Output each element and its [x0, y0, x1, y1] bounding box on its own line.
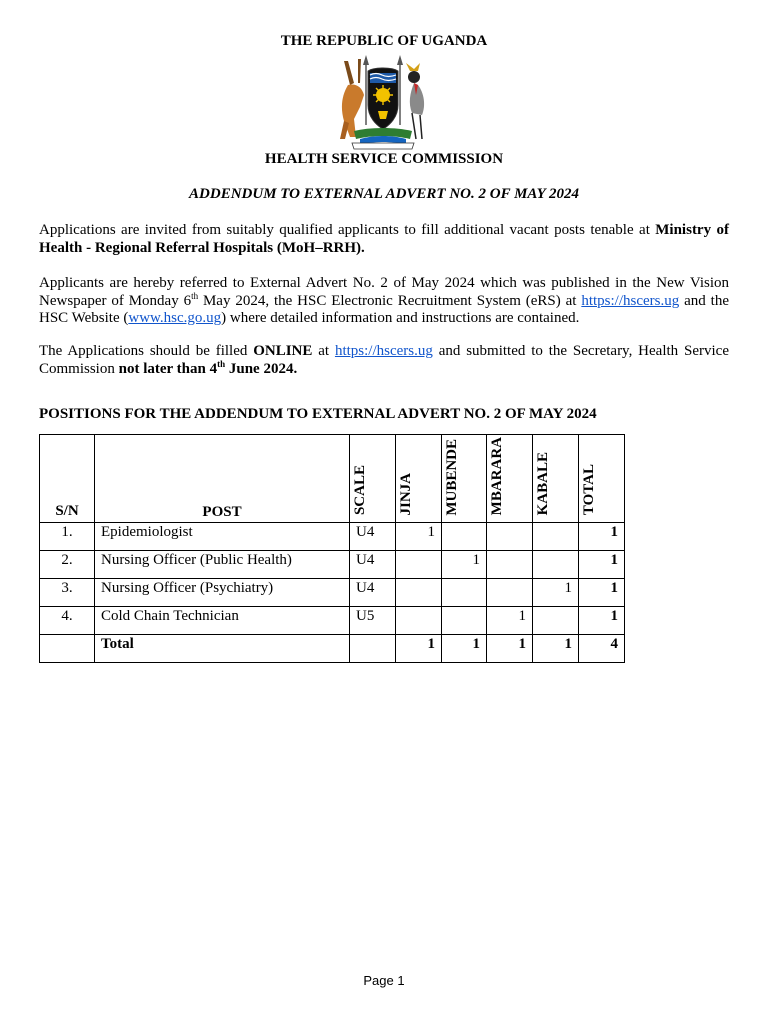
- row-sn: 1.: [40, 523, 95, 551]
- row-post: Epidemiologist: [95, 523, 350, 551]
- row-sn: 3.: [40, 579, 95, 607]
- row-mbarara: [487, 523, 533, 551]
- row-mbarara: [487, 579, 533, 607]
- row-mubende: [442, 607, 487, 635]
- submission-text-1: The Applications should be filled: [39, 343, 254, 359]
- reference-text-4: ) where detailed information and instructions are contained.: [221, 310, 580, 326]
- invitation-bold-text: Ministry of Health - Regional Referral Hospitals (MoH–RRH).: [39, 222, 729, 256]
- row-jinja: [396, 579, 442, 607]
- reference-text-1: Applicants are hereby referred to External Advert No. 2 of May 2024 which was published in the New Vision Newspaper of Monday 6: [39, 275, 729, 309]
- table-total-row: [40, 635, 625, 663]
- republic-heading: THE REPUBLIC OF UGANDA: [280, 33, 488, 49]
- reference-text-3: and the HSC Website (: [39, 292, 729, 326]
- submission-text-3: and submitted to the Secretary, Health Service Commission: [39, 343, 729, 377]
- header-mubende-label: MUBENDE: [444, 438, 460, 516]
- submission-online: ONLINE: [253, 343, 313, 359]
- row-scale: U4: [350, 551, 396, 579]
- reference-text-2: May 2024, the HSC Electronic Recruitment System (eRS) at: [198, 292, 582, 309]
- hsc-website-link[interactable]: www.hsc.go.ug: [128, 310, 222, 326]
- header-jinja-label: JINJA: [398, 472, 414, 516]
- deadline-part-1: not later than 4: [118, 360, 218, 377]
- submission-paragraph: [39, 343, 729, 378]
- row-mubende: [442, 579, 487, 607]
- positions-table: [39, 434, 625, 663]
- invitation-paragraph: [39, 222, 729, 257]
- addendum-title: ADDENDUM TO EXTERNAL ADVERT NO. 2 OF MAY 2024: [189, 186, 579, 202]
- total-total: 4: [579, 635, 625, 663]
- deadline-text: [118, 358, 298, 377]
- row-scale: U5: [350, 607, 396, 635]
- table-header-row: [40, 435, 625, 523]
- header-kabale-label: KABALE: [535, 451, 551, 516]
- row-total: 1: [579, 607, 625, 635]
- coat-of-arms-icon: [330, 55, 436, 151]
- table-row: [40, 523, 625, 551]
- reference-paragraph: [39, 275, 729, 328]
- invitation-text: Applications are invited from suitably qualified applicants to fill additional vacant posts tenable at: [39, 222, 656, 238]
- header-sn: S/N: [40, 435, 95, 523]
- submission-text-2: at: [312, 343, 335, 359]
- deadline-part-2: June 2024.: [225, 360, 298, 377]
- total-kabale: 1: [533, 635, 579, 663]
- positions-heading: POSITIONS FOR THE ADDENDUM TO EXTERNAL ADVERT NO. 2 OF MAY 2024: [39, 406, 597, 422]
- hscers-link[interactable]: https://hscers.ug: [581, 292, 680, 309]
- row-jinja: 1: [396, 523, 442, 551]
- header-kabale: [533, 435, 579, 523]
- row-jinja: [396, 607, 442, 635]
- row-kabale: [533, 523, 579, 551]
- row-total: 1: [579, 523, 625, 551]
- row-post: Nursing Officer (Public Health): [95, 551, 350, 579]
- row-mbarara: 1: [487, 607, 533, 635]
- table-row: [40, 551, 625, 579]
- row-jinja: [396, 551, 442, 579]
- submission-hscers-link[interactable]: https://hscers.ug: [334, 343, 433, 359]
- row-kabale: [533, 607, 579, 635]
- total-jinja: 1: [396, 635, 442, 663]
- header-total-label: TOTAL: [581, 464, 597, 516]
- header-mbarara: [487, 435, 533, 523]
- row-kabale: 1: [533, 579, 579, 607]
- row-mubende: 1: [442, 551, 487, 579]
- row-total: 1: [579, 579, 625, 607]
- row-total: 1: [579, 551, 625, 579]
- row-post: Cold Chain Technician: [95, 607, 350, 635]
- total-sn: [40, 635, 95, 663]
- row-post: Nursing Officer (Psychiatry): [95, 579, 350, 607]
- header-scale: [350, 435, 396, 523]
- row-sn: 2.: [40, 551, 95, 579]
- row-scale: U4: [350, 579, 396, 607]
- table-row: [40, 579, 625, 607]
- row-sn: 4.: [40, 607, 95, 635]
- commission-heading: HEALTH SERVICE COMMISSION: [264, 151, 504, 167]
- deadline-sup: th: [217, 358, 226, 369]
- total-mbarara: 1: [487, 635, 533, 663]
- table-row: [40, 607, 625, 635]
- row-scale: U4: [350, 523, 396, 551]
- total-label: Total: [95, 635, 350, 663]
- total-scale: [350, 635, 396, 663]
- header-post: POST: [95, 435, 350, 523]
- page-number: Page 1: [363, 973, 405, 988]
- total-mubende: 1: [442, 635, 487, 663]
- row-mubende: [442, 523, 487, 551]
- header-mubende: [442, 435, 487, 523]
- reference-sup: th: [191, 290, 199, 301]
- header-mbarara-label: MBARARA: [489, 437, 505, 516]
- header-jinja: [396, 435, 442, 523]
- header-scale-label: SCALE: [352, 465, 368, 516]
- row-kabale: [533, 551, 579, 579]
- row-mbarara: [487, 551, 533, 579]
- header-total: [579, 435, 625, 523]
